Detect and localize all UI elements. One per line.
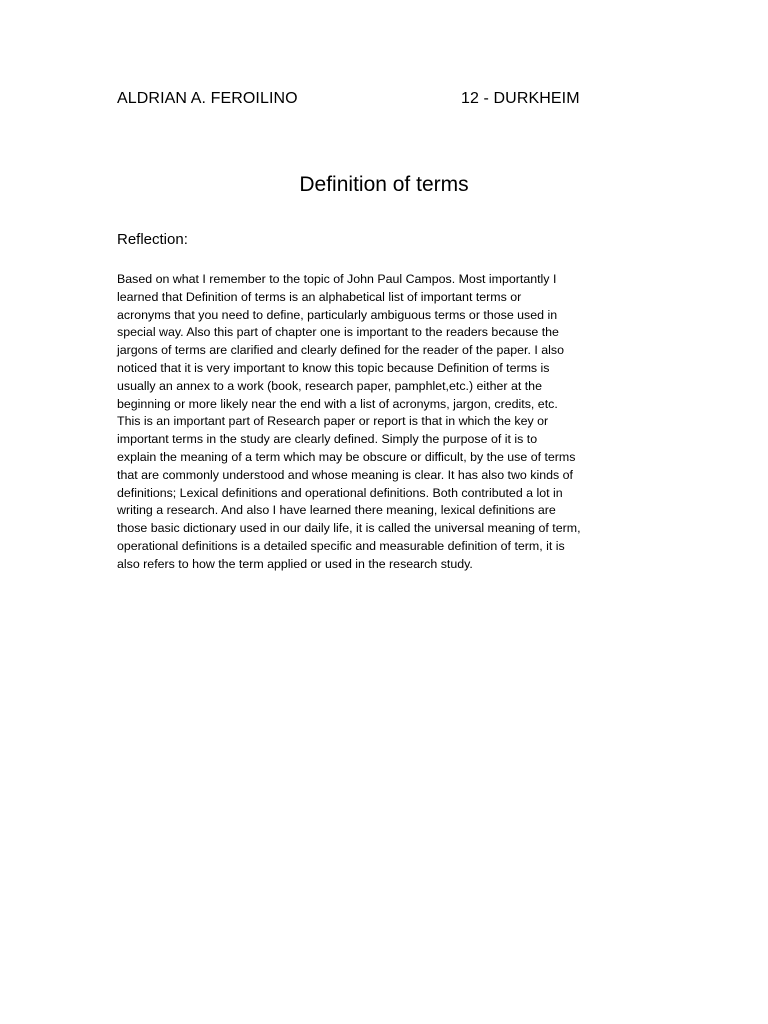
- paragraph-line: jargons of terms are clarified and clearly defined for the reader of the paper. I also: [117, 343, 565, 358]
- paragraph-line: acronyms that you need to define, particularly ambiguous terms or those used in: [117, 307, 558, 322]
- paragraph-line: that are commonly understood and whose meaning is clear. It has also two kinds of: [117, 467, 573, 482]
- student-name: ALDRIAN A. FEROILINO: [117, 90, 298, 107]
- paragraph-line: special way. Also this part of chapter one is important to the readers because the: [117, 325, 559, 340]
- paragraph-line: operational definitions is a detailed specific and measurable definition of term, it is: [117, 538, 565, 553]
- paragraph-line: noticed that it is very important to know this topic because Definition of terms is: [117, 360, 550, 375]
- student-section: 12 - DURKHEIM: [461, 90, 580, 107]
- paragraph-line: usually an annex to a work (book, research paper, pamphlet,etc.) either at the: [117, 378, 542, 393]
- paragraph-line: beginning or more likely near the end with a list of acronyms, jargon, credits, etc.: [117, 396, 558, 411]
- paragraph-line: Based on what I remember to the topic of John Paul Campos. Most importantly I: [117, 272, 557, 286]
- reflection-paragraph: [117, 271, 657, 574]
- paragraph-line: learned that Definition of terms is an alphabetical list of important terms or: [117, 289, 522, 304]
- paragraph-line: writing a research. And also I have learned there meaning, lexical definitions are: [117, 503, 556, 518]
- paragraph-line: explain the meaning of a term which may be obscure or difficult, by the use of terms: [117, 449, 576, 464]
- paragraph-line: important terms in the study are clearly defined. Simply the purpose of it is to: [117, 432, 538, 447]
- document-title: Definition of terms: [299, 173, 469, 196]
- paragraph-line: also refers to how the term applied or used in the research study.: [117, 556, 473, 571]
- reflection-heading: Reflection:: [117, 231, 188, 248]
- paragraph-line: those basic dictionary used in our daily life, it is called the universal meaning of term,: [117, 521, 581, 536]
- paragraph-line: definitions; Lexical definitions and operational definitions. Both contributed a lot in: [117, 485, 563, 500]
- paragraph-line: This is an important part of Research paper or report is that in which the key or: [117, 414, 549, 429]
